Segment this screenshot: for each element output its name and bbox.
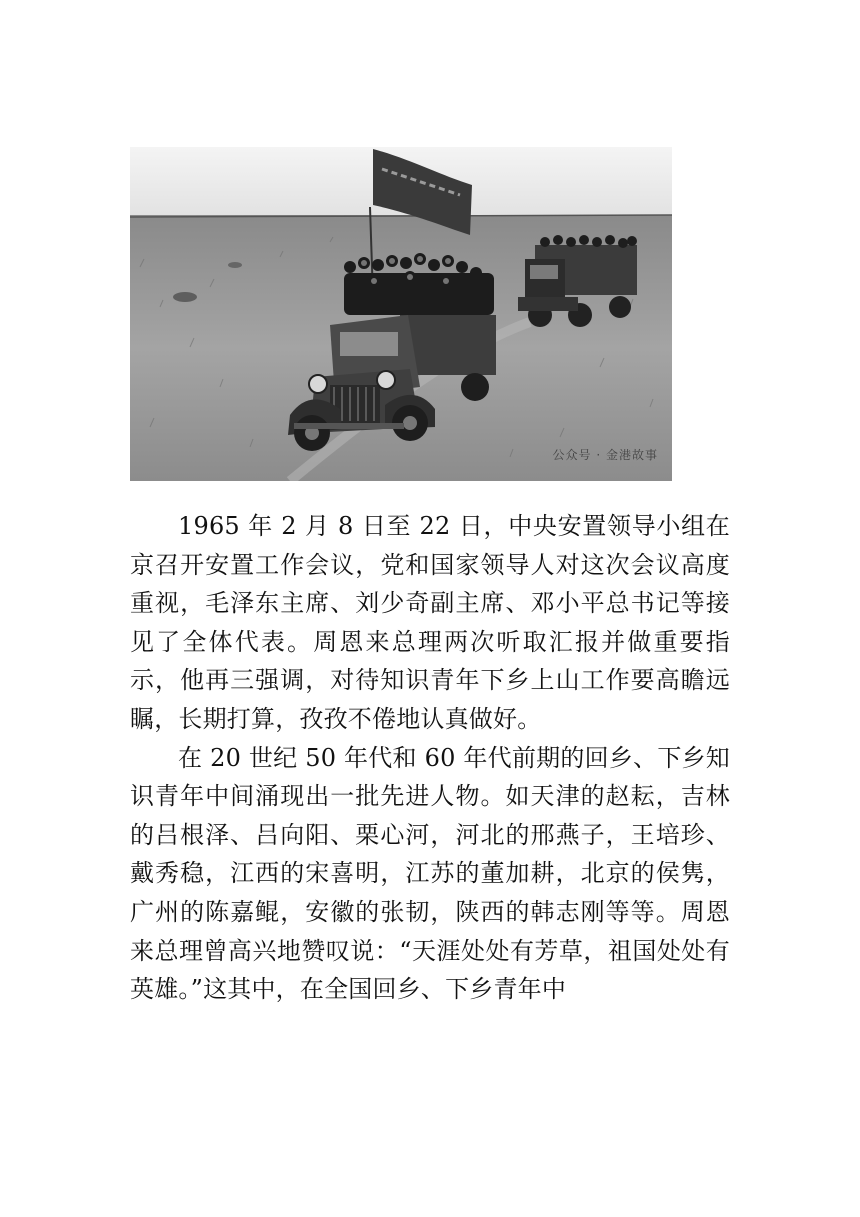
paragraph-2: 在 20 世纪 50 年代和 60 年代前期的回乡、下乡知识青年中间涌现出一批先进人物。如天津的赵耘，吉林的吕根泽、吕向阳、栗心河，河北的邢燕子，王培珍、戴秀稳，江西的宋喜明，江苏的董加耕，北京的侯隽，广州的陈嘉鲲，安徽的张韧，陕西的韩志刚等等。周恩来总理曾高兴地赞叹说：“天涯处处有芳草，祖国处处有英雄。”这其中，在全国回乡、下乡青年中	[130, 743, 730, 1004]
paragraph-1: 1965 年 2 月 8 日至 22 日，中央安置领导小组在京召开安置工作会议，党和国家领导人对这次会议高度重视，毛泽东主席、刘少奇副主席、邓小平总书记等接见了全体代表。周恩来总理两次听取汇报并做重要指示，他再三强调，对待知识青年下乡上山工作要高瞻远瞩，长期打算，孜孜不倦地认真做好。	[130, 512, 730, 733]
historical-photo-trucks	[130, 147, 672, 481]
photo-watermark: 公众号 · 金港故事	[552, 448, 658, 462]
photo-illustration	[130, 147, 672, 481]
article-body	[130, 507, 730, 1009]
